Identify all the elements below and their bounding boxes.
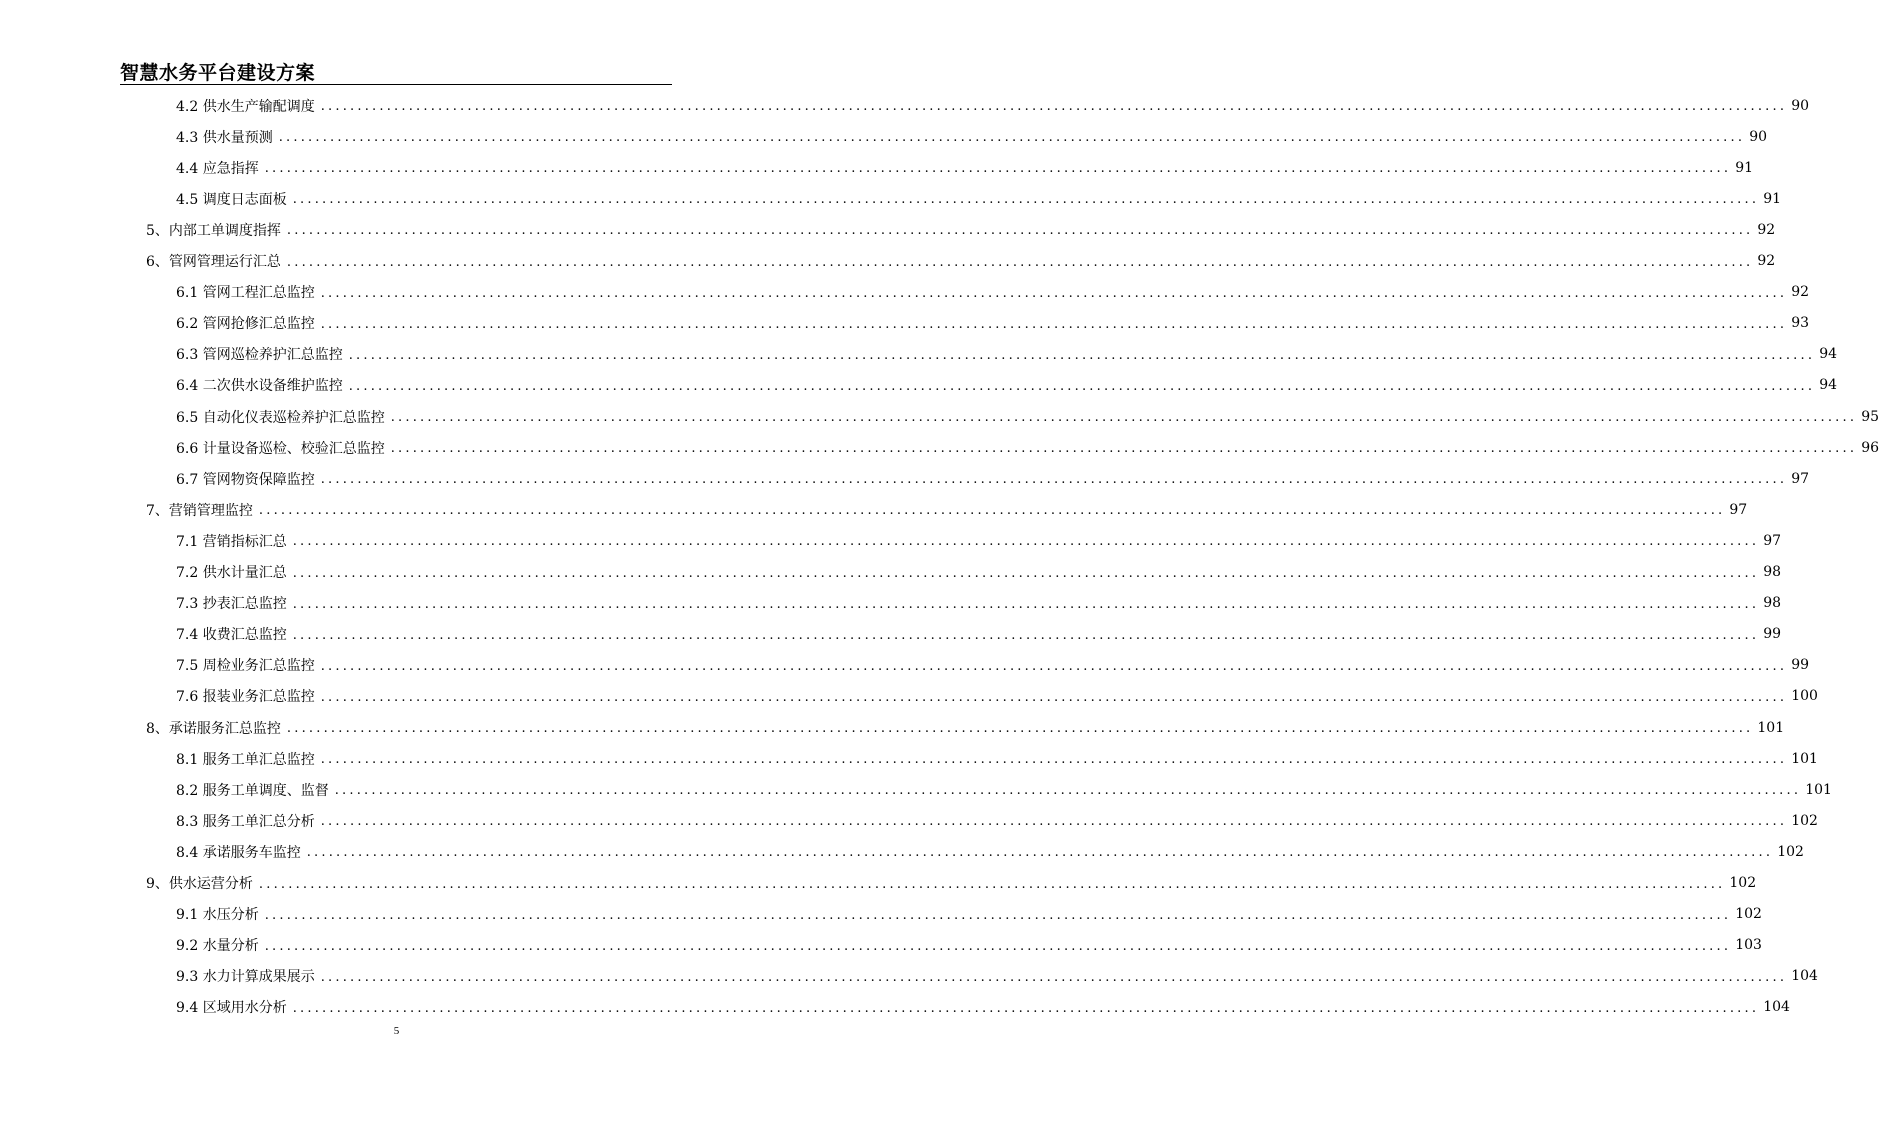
toc-entry[interactable] [176,930,1762,961]
toc-dot-leader: ........................................................................................................................................................................................................ [292,192,1760,208]
toc-entry-title: 7、营销管理监控 [146,502,253,519]
toc-entry-page: 104 [1791,968,1818,985]
toc-entry-title: 7.2 供水计量汇总 [176,565,287,581]
toc-entry-page: 104 [1763,999,1790,1016]
toc-dot-leader: ........................................................................................................................................................................................................ [334,783,1802,799]
toc-entry-title: 7.4 收费汇总监控 [176,627,287,644]
toc-entry-page: 96 [1861,439,1879,456]
toc-entry-page: 98 [1763,595,1782,612]
toc-entry[interactable] [146,712,1785,743]
toc-dot-leader: ........................................................................................................................................................................................................ [320,752,1788,768]
toc-entry-page: 92 [1757,253,1776,269]
toc-dot-leader: ........................................................................................................................................................................................................ [292,627,1760,643]
toc-dot-leader: ........................................................................................................................................................................................................ [286,254,1754,270]
toc-dot-leader: ........................................................................................................................................................................................................ [390,441,1858,457]
toc-entry-page: 101 [1791,750,1818,767]
toc-entry-title: 5、内部工单调度指挥 [146,222,281,239]
toc-entry-title: 7.1 营销指标汇总 [176,533,287,550]
toc-entry-title: 8.4 承诺服务车监控 [176,844,301,861]
document-title: 智慧水务平台建设方案 [120,62,316,84]
toc-entry[interactable] [176,681,1818,712]
toc-entry[interactable] [176,370,1838,401]
toc-entry[interactable] [176,992,1790,1023]
toc-entry-page: 93 [1791,315,1810,332]
toc-entry-title: 4.3 供水量预测 [176,129,273,146]
toc-entry[interactable] [176,525,1782,556]
toc-dot-leader: ........................................................................................................................................................................................................ [320,969,1788,985]
toc-entry-page: 99 [1791,657,1810,674]
toc-entry-title: 6.7 管网物资保障监控 [176,471,315,488]
toc-entry-title: 6.2 管网抢修汇总监控 [176,316,315,333]
toc-entry-page: 101 [1757,719,1785,736]
toc-entry[interactable] [176,183,1782,214]
toc-dot-leader: ........................................................................................................................................................................................................ [278,130,1746,146]
toc-entry-title: 4.5 调度日志面板 [176,191,287,208]
toc-entry-title: 6.4 二次供水设备维护监控 [176,378,343,395]
toc-entry-title: 9.1 水压分析 [176,907,259,924]
toc-entry[interactable] [146,246,1776,277]
toc-dot-leader: ........................................................................................................................................................................................................ [348,347,1816,363]
toc-entry-title: 9.4 区域用水分析 [176,1000,287,1017]
toc-entry[interactable] [176,277,1810,308]
toc-entry-title: 7.6 报装业务汇总监控 [176,689,315,706]
toc-entry[interactable] [146,868,1757,899]
toc-entry-page: 103 [1735,937,1762,954]
toc-dot-leader: ........................................................................................................................................................................................................ [348,378,1816,394]
toc-entry[interactable] [176,90,1810,121]
toc-entry-title: 4.4 应急指挥 [176,160,259,177]
toc-entry[interactable] [176,650,1810,681]
toc-entry[interactable] [176,774,1832,805]
toc-entry-page: 91 [1735,159,1754,176]
toc-entry[interactable] [146,494,1748,525]
toc-dot-leader: ........................................................................................................................................................................................................ [286,223,1754,239]
toc-dot-leader: ........................................................................................................................................................................................................ [320,814,1788,830]
toc-entry-title: 6.3 管网巡检养护汇总监控 [176,347,343,364]
toc-entry-page: 102 [1791,812,1818,829]
toc-entry-page: 90 [1749,128,1768,145]
toc-dot-leader: ........................................................................................................................................................................................................ [320,316,1788,332]
toc-entry-title: 8、承诺服务汇总监控 [146,720,281,737]
toc-entry-page: 102 [1729,875,1757,891]
toc-entry[interactable] [176,805,1818,836]
toc-entry[interactable] [176,899,1762,930]
toc-entry-title: 6、管网管理运行汇总 [146,254,281,270]
toc-entry-page: 102 [1735,906,1762,923]
toc-entry-page: 99 [1763,626,1782,643]
toc-dot-leader: ........................................................................................................................................................................................................ [264,938,1732,954]
toc-dot-leader: ........................................................................................................................................................................................................ [292,1000,1760,1016]
toc-entry[interactable] [176,557,1782,588]
toc-entry[interactable] [176,121,1768,152]
toc-entry-page: 95 [1861,408,1879,425]
toc-entry-title: 7.3 抄表汇总监控 [176,596,287,613]
toc-entry-page: 94 [1819,346,1838,363]
toc-dot-leader: ........................................................................................................................................................................................................ [320,285,1788,301]
toc-dot-leader: ........................................................................................................................................................................................................ [292,534,1760,550]
toc-dot-leader: ........................................................................................................................................................................................................ [258,876,1726,892]
toc-entry-title: 7.5 周检业务汇总监控 [176,658,315,675]
toc-dot-leader: ........................................................................................................................................................................................................ [258,503,1726,519]
toc-entry-page: 90 [1791,97,1810,114]
toc-dot-leader: ........................................................................................................................................................................................................ [292,596,1760,612]
toc-entry-page: 94 [1819,377,1838,394]
toc-entry-page: 102 [1777,843,1804,860]
toc-entry-page: 97 [1791,470,1810,487]
toc-entry[interactable] [146,214,1776,245]
toc-entry-title: 8.3 服务工单汇总分析 [176,813,315,830]
toc-entry[interactable] [176,463,1810,494]
toc-entry-page: 91 [1763,190,1782,207]
toc-dot-leader: ........................................................................................................................................................................................................ [286,721,1754,736]
toc-dot-leader: ........................................................................................................................................................................................................ [264,161,1732,177]
toc-entry-title: 8.2 服务工单调度、监督 [176,782,329,799]
toc-entry-page: 92 [1791,284,1810,301]
toc-entry[interactable] [176,619,1782,650]
toc-entry[interactable] [176,152,1754,183]
toc-entry[interactable] [176,401,1879,432]
toc-dot-leader: ........................................................................................................................................................................................................ [320,472,1788,488]
toc-entry-page: 97 [1729,501,1748,518]
toc-dot-leader: ........................................................................................................................................................................................................ [320,689,1788,705]
toc-dot-leader: ........................................................................................................................................................................................................ [306,845,1774,861]
toc-entry-title: 8.1 服务工单汇总监控 [176,751,315,768]
toc-entry[interactable] [176,836,1804,867]
toc-entry[interactable] [176,588,1782,619]
toc-entry[interactable] [176,961,1818,992]
toc-entry-title: 6.5 自动化仪表巡检养护汇总监控 [176,409,385,426]
toc-entry-title: 6.1 管网工程汇总监控 [176,285,315,302]
toc-entry-page: 101 [1805,781,1832,798]
toc-entry-page: 98 [1763,564,1782,580]
toc-entry[interactable] [176,743,1818,774]
toc-entry-page: 92 [1757,221,1776,238]
toc-entry-page: 100 [1791,688,1818,705]
toc-entry-title: 9.2 水量分析 [176,938,259,955]
toc-dot-leader: ........................................................................................................................................................................................................ [320,658,1788,674]
toc-entry-title: 9.3 水力计算成果展示 [176,969,315,986]
toc-dot-leader: ........................................................................................................................................................................................................ [320,99,1788,114]
toc-entry-title: 6.6 计量设备巡检、校验汇总监控 [176,440,385,457]
toc-dot-leader: ........................................................................................................................................................................................................ [390,410,1858,425]
toc-dot-leader: ........................................................................................................................................................................................................ [292,565,1760,581]
toc-entry[interactable] [176,308,1810,339]
toc-entry-page: 97 [1763,532,1782,549]
page-number: 5 [393,1025,400,1037]
page-header [120,54,672,85]
toc-entry[interactable] [176,432,1879,463]
toc-entry[interactable] [176,339,1838,370]
toc-entry-title: 4.2 供水生产输配调度 [176,98,315,115]
toc-dot-leader: ........................................................................................................................................................................................................ [264,907,1732,923]
toc-entry-title: 9、供水运营分析 [146,876,253,892]
